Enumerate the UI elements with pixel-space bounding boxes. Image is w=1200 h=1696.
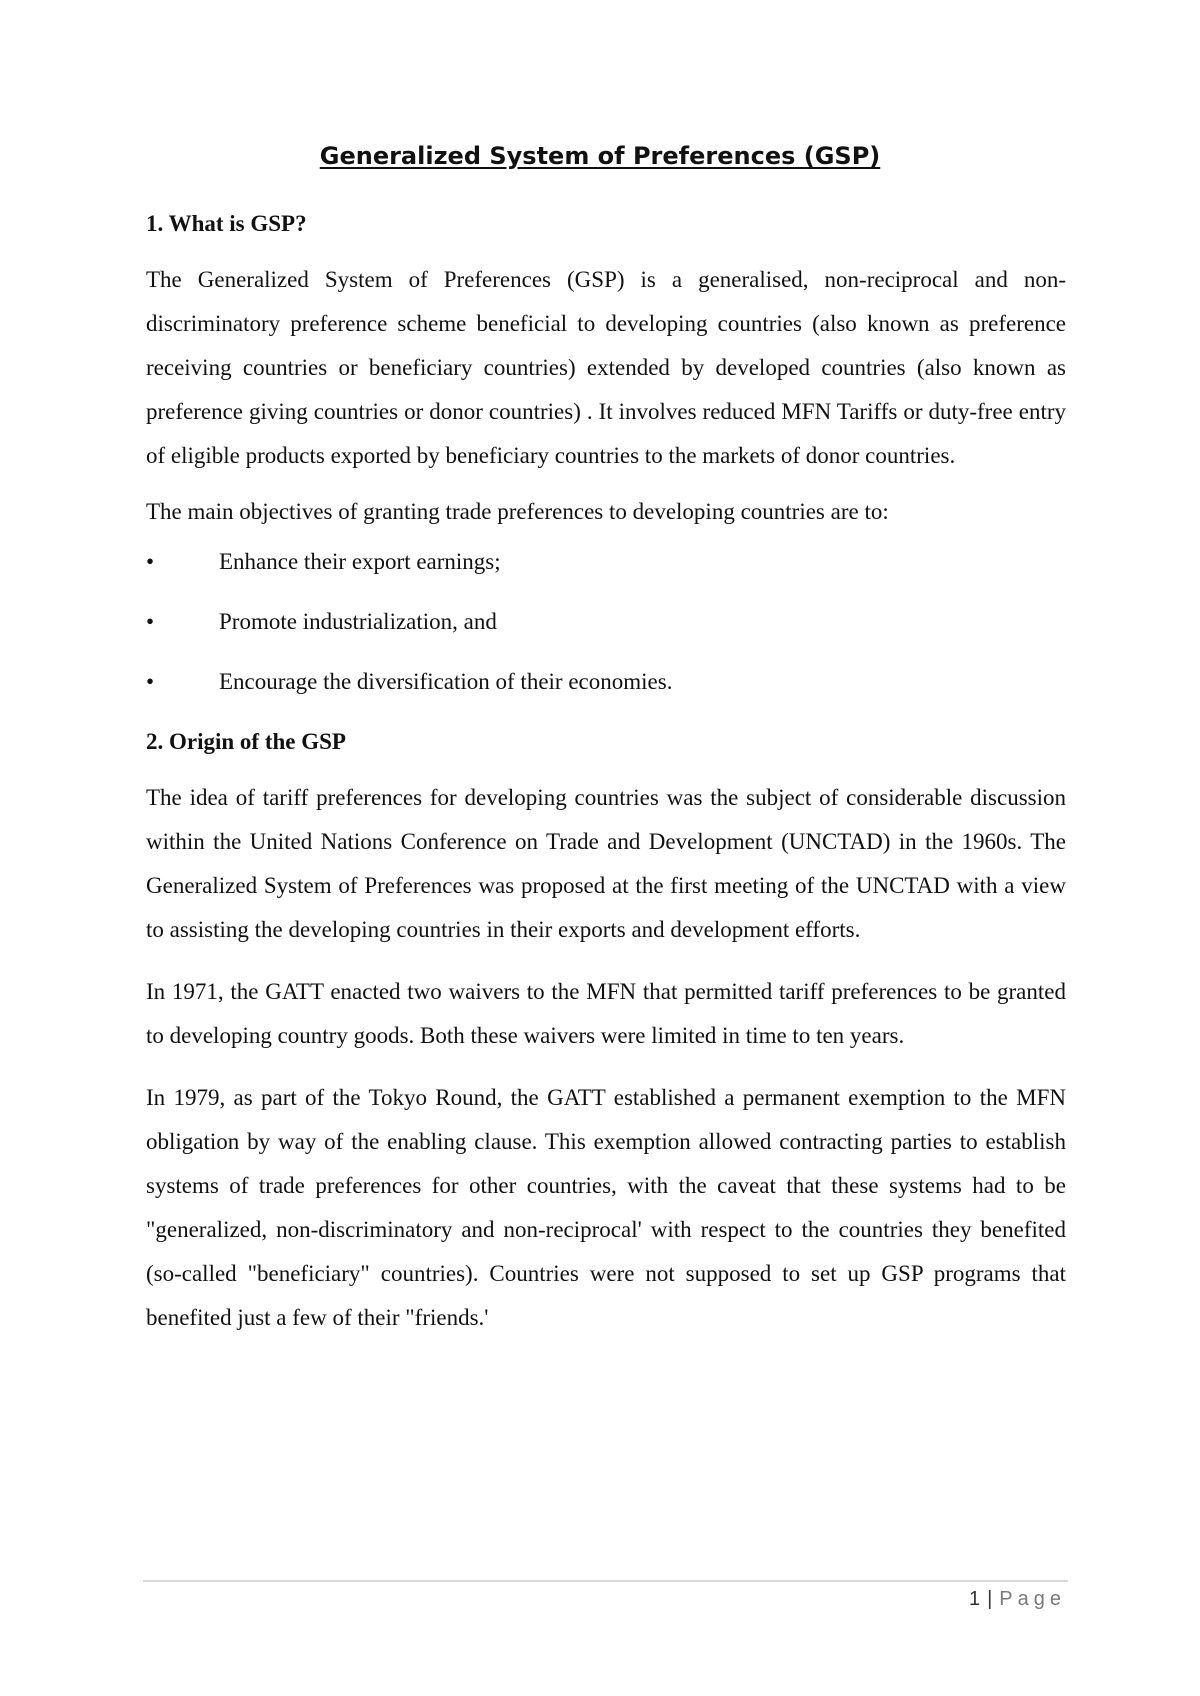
bullet-icon: • [146,549,155,574]
paragraph-origin-1971: In 1971, the GATT enacted two waivers to the MFN that permitted tariff preferences to be granted to developing country goods. Both these waivers were limited in time to ten years. [146,979,1066,1048]
list-item-text: Encourage the diversification of their economies. [219,669,673,694]
footer-separator: | [987,1588,994,1610]
list-item [146,546,1066,578]
bullet-icon: • [146,609,155,634]
list-item-text: Promote industrialization, and [219,609,497,634]
paragraph-origin-unctad: The idea of tariff preferences for developing countries was the subject of considerable discussion within the United Nations Conference on Trade and Development (UNCTAD) in the 1960s. The Generalized System of Preferences was proposed at the first meeting of the UNCTAD with a view to assisting the developing countries in their exports and development efforts. [146,785,1066,942]
paragraph-origin-1979: In 1979, as part of the Tokyo Round, the GATT established a permanent exemption to the MFN obligation by way of the enabling clause. This exemption allowed contracting parties to establish systems of trade preferences for other countries, with the caveat that these systems had to be "generalized, non-discriminatory and non-reciprocal' with respect to the countries they benefited (so-called "beneficiary" countries). Countries were not supposed to set up GSP programs that benefited just a few of their "friends.' [146,1085,1066,1330]
paragraph-gsp-definition: The Generalized System of Preferences (GSP) is a generalised, non-reciprocal and non-discriminatory preference scheme beneficial to developing countries (also known as preference receiving countries or beneficiary countries) extended by developed countries (also known as preference giving countries or donor countries) . It involves reduced MFN Tariffs or duty-free entry of eligible products exported by beneficiary countries to the markets of donor countries. [146,267,1066,468]
footer-divider [143,1580,1068,1582]
page-label: Page [999,1588,1066,1610]
paragraph-objectives-intro: The main objectives of granting trade preferences to developing countries are to: [146,499,889,524]
section-heading-origin: 2. Origin of the GSP [146,729,346,754]
section-heading-what-is-gsp: 1. What is GSP? [146,211,307,236]
page-number: 1 [968,1588,982,1610]
objectives-list [146,546,1066,698]
page-footer [969,1588,1066,1611]
list-item [146,666,1066,698]
bullet-icon: • [146,669,155,694]
document-body [146,208,1066,1358]
list-item [146,606,1066,638]
document-title: Generalized System of Preferences (GSP) [319,142,881,170]
list-item-text: Enhance their export earnings; [219,549,501,574]
